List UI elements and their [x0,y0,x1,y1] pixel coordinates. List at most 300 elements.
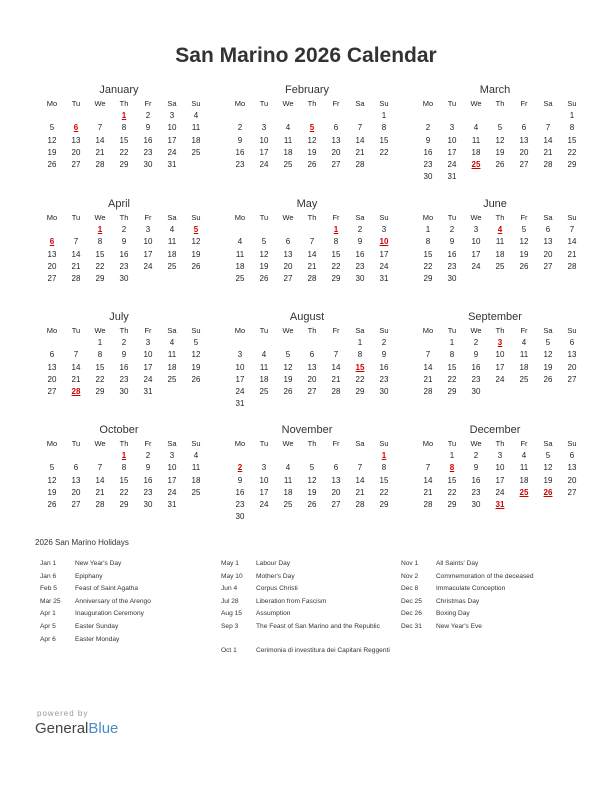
week-row [416,224,584,236]
day-cell: 4 [261,350,267,360]
day-cell: 12 [47,475,57,485]
day-cell: 21 [567,249,577,259]
day-cell: 10 [495,350,505,360]
weekday-label: Tu [71,99,81,108]
weekday-label: Tu [447,99,457,108]
day-cell: 7 [309,237,315,247]
day-cell: 11 [519,463,529,473]
day-cell: 30 [119,273,129,283]
weekday-label: Mo [234,326,246,335]
weekday-label: Sa [355,326,365,335]
holiday-date: Dec 31 [401,622,422,630]
weekday-header [40,325,208,337]
day-cell: 13 [567,350,577,360]
week-row [416,273,584,285]
week-row [40,374,208,386]
week-row [40,487,208,499]
day-cell: 27 [519,159,529,169]
day-cell: 24 [143,261,153,271]
weekday-label: Mo [422,213,434,222]
day-cell [536,499,560,511]
day-cell [512,499,536,511]
day-cell: 9 [121,350,127,360]
day-cell: 30 [447,273,457,283]
day-cell: 9 [425,135,431,145]
weekday-label: Sa [543,439,553,448]
day-cell: 27 [47,273,57,283]
day-cell: 4 [169,225,175,235]
day-cell: 7 [569,225,575,235]
day-cell: 13 [519,135,529,145]
day-cell: 8 [97,237,103,247]
day-cell: 21 [423,487,433,497]
month-name: November [281,424,333,436]
day-cell: 28 [423,499,433,509]
week-row [40,386,208,398]
day-cell: 29 [331,273,341,283]
day-cell: 3 [261,463,267,473]
day-cell: 16 [447,249,457,259]
week-row [228,249,396,261]
day-cell: 23 [355,261,365,271]
day-cell: 16 [235,487,245,497]
day-cell: 6 [545,225,551,235]
day-cell: 14 [423,362,433,372]
month-name: December [469,424,521,436]
day-cell: 14 [543,135,553,145]
holiday-name: Assumption [256,610,291,618]
day-cell: 25 [283,499,293,509]
day-cell: 22 [447,487,457,497]
weekday-label: Sa [167,326,177,335]
day-cell [252,398,276,410]
day-cell: 9 [145,123,151,133]
day-cell: 29 [355,386,365,396]
day-cell: 15 [95,249,105,259]
holiday-date: Nov 1 [401,560,419,567]
day-cell: 31 [235,399,245,409]
holiday-day-cell: 6 [73,123,79,133]
holiday-day-cell: 1 [121,451,127,461]
weekday-header [40,212,208,224]
week-row [228,362,396,374]
day-cell: 22 [423,261,433,271]
day-cell: 22 [95,374,105,384]
holiday-date: Aug 15 [221,610,242,618]
day-cell: 19 [283,374,293,384]
day-cell: 25 [519,374,529,384]
week-row [40,337,208,349]
day-cell: 15 [567,135,577,145]
day-cell: 23 [235,159,245,169]
day-cell: 10 [259,135,269,145]
weekday-label: Sa [543,213,553,222]
weekday-header [416,325,584,337]
day-cell [300,337,324,349]
day-cell [300,398,324,410]
day-cell: 24 [471,261,481,271]
day-cell: 21 [71,374,81,384]
weekday-label: Fr [332,326,340,335]
weekday-header [416,98,584,110]
day-cell: 19 [259,261,269,271]
day-cell: 10 [167,463,177,473]
month-november [228,422,396,523]
day-cell: 31 [167,159,177,169]
week-row [228,374,396,386]
day-cell: 19 [47,147,57,157]
day-cell: 10 [495,463,505,473]
week-row [40,362,208,374]
month-name: September [468,311,522,323]
day-cell: 19 [519,249,529,259]
weekday-label: Tu [447,439,457,448]
holiday-day-cell: 28 [71,386,81,396]
day-cell: 28 [355,159,365,169]
holiday-day-cell: 10 [379,237,389,247]
day-cell: 20 [71,487,81,497]
day-cell: 13 [331,475,341,485]
day-cell [536,386,560,398]
day-cell: 21 [355,147,365,157]
day-cell: 20 [331,487,341,497]
day-cell: 27 [307,386,317,396]
day-cell: 24 [259,499,269,509]
day-cell: 3 [145,338,151,348]
day-cell: 4 [521,338,527,348]
day-cell: 27 [331,499,341,509]
day-cell [324,511,348,523]
weekday-label: Sa [543,326,553,335]
day-cell [276,511,300,523]
day-cell: 7 [425,463,431,473]
day-cell: 26 [307,499,317,509]
day-cell: 23 [471,487,481,497]
day-cell: 30 [143,159,153,169]
weekday-label: Su [191,99,201,108]
holiday-day-cell: 25 [471,159,481,169]
day-cell: 6 [309,350,315,360]
day-cell [464,171,488,183]
weekday-label: Tu [259,326,269,335]
day-cell: 20 [47,374,57,384]
day-cell: 16 [471,475,481,485]
day-cell: 18 [167,362,177,372]
day-cell [464,110,488,122]
day-cell [184,499,208,511]
day-cell: 30 [355,273,365,283]
day-cell: 10 [143,237,153,247]
day-cell: 16 [143,475,153,485]
day-cell: 13 [543,237,553,247]
day-cell: 1 [569,111,575,121]
day-cell: 23 [447,261,457,271]
day-cell: 2 [145,451,151,461]
day-cell: 17 [447,147,457,157]
day-cell: 27 [283,273,293,283]
week-row [416,362,584,374]
weekday-label: We [94,99,106,108]
day-cell: 11 [471,135,481,145]
day-cell: 13 [47,362,57,372]
day-cell: 23 [471,374,481,384]
day-cell: 12 [259,249,269,259]
day-cell: 17 [495,362,505,372]
day-cell [160,386,184,398]
day-cell: 29 [119,159,129,169]
weekday-label: Mo [46,439,58,448]
day-cell: 7 [97,123,103,133]
day-cell: 12 [191,237,201,247]
weekday-label: Tu [447,213,457,222]
day-cell: 10 [259,475,269,485]
month-may [228,196,396,285]
day-cell [184,386,208,398]
day-cell: 6 [49,350,55,360]
weekday-label: Sa [543,99,553,108]
day-cell: 15 [119,475,129,485]
holiday-name: The Feast of San Marino and the Republic [256,622,380,630]
weekday-label: Th [307,439,317,448]
weekday-label: Mo [234,439,246,448]
day-cell: 28 [71,273,81,283]
weekday-header [228,325,396,337]
day-cell: 23 [119,261,129,271]
day-cell [276,337,300,349]
day-cell: 2 [449,225,455,235]
day-cell [276,398,300,410]
day-cell: 16 [119,249,129,259]
day-cell: 12 [47,135,57,145]
day-cell: 8 [357,350,363,360]
week-row [40,499,208,511]
week-row [416,249,584,261]
day-cell: 28 [307,273,317,283]
month-name: May [296,198,318,210]
weekday-label: Fr [520,439,528,448]
holiday-date: Nov 2 [401,572,419,580]
month-february [228,82,396,171]
day-cell: 20 [543,249,553,259]
day-cell: 30 [235,512,245,522]
day-cell [372,511,396,523]
holiday-day-cell: 26 [543,487,553,497]
day-cell [440,110,464,122]
day-cell: 29 [95,273,105,283]
day-cell: 28 [95,499,105,509]
day-cell: 18 [235,261,245,271]
day-cell: 24 [495,487,505,497]
day-cell: 16 [355,249,365,259]
day-cell: 21 [307,261,317,271]
day-cell: 14 [331,362,341,372]
day-cell: 2 [473,338,479,348]
day-cell: 16 [423,147,433,157]
holiday-date: Jan 6 [40,572,57,580]
holiday-day-cell: 5 [193,225,199,235]
day-cell: 22 [119,487,129,497]
holiday-name: Epiphany [75,572,103,580]
weekday-label: Su [567,213,577,222]
holiday-day-cell: 2 [237,463,243,473]
holiday-day-cell: 1 [121,111,127,121]
day-cell: 26 [259,273,269,283]
holiday-date: Feb 5 [40,585,57,593]
weekday-label: We [94,439,106,448]
day-cell: 28 [567,261,577,271]
holiday-date: Apr 5 [40,622,56,630]
day-cell [184,159,208,171]
holiday-name: Corpus Christi [256,585,298,593]
day-cell: 15 [379,475,389,485]
day-cell: 28 [331,386,341,396]
day-cell [64,450,88,462]
day-cell: 23 [143,487,153,497]
holiday-day-cell: 1 [97,225,103,235]
day-cell: 2 [381,338,387,348]
month-name: March [479,84,511,96]
day-cell: 14 [71,249,81,259]
week-row [228,475,396,487]
day-cell: 2 [145,111,151,121]
weekday-label: Fr [144,213,152,222]
day-cell: 30 [379,386,389,396]
day-cell: 24 [167,147,177,157]
day-cell: 3 [145,225,151,235]
day-cell [64,224,88,236]
day-cell: 16 [379,362,389,372]
day-cell: 9 [121,237,127,247]
day-cell: 22 [447,374,457,384]
day-cell [536,171,560,183]
week-row [40,249,208,261]
day-cell: 5 [285,350,291,360]
weekday-label: Sa [355,213,365,222]
day-cell [228,224,252,236]
weekday-label: Th [119,99,129,108]
day-cell [40,110,64,122]
weekday-label: Mo [46,326,58,335]
week-row [416,337,584,349]
day-cell: 18 [283,147,293,157]
holiday-name: All Saints' Day [436,560,479,567]
day-cell: 11 [191,463,201,473]
day-cell: 5 [309,463,315,473]
day-cell: 7 [333,350,339,360]
weekday-label: Fr [144,99,152,108]
day-cell [488,110,512,122]
holiday-name: Easter Monday [75,635,120,643]
day-cell: 1 [449,451,455,461]
weekday-label: Fr [520,213,528,222]
day-cell: 17 [259,487,269,497]
day-cell: 8 [381,123,387,133]
month-name: January [99,84,139,96]
day-cell: 21 [543,147,553,157]
brand-general: General [35,720,89,737]
day-cell [228,450,252,462]
day-cell: 3 [497,451,503,461]
day-cell: 13 [567,463,577,473]
week-row [416,349,584,361]
day-cell: 17 [143,362,153,372]
day-cell [228,110,252,122]
day-cell: 3 [381,225,387,235]
holiday-date: May 10 [221,572,243,580]
day-cell: 29 [423,273,433,283]
month-september [416,309,584,398]
day-cell: 23 [379,374,389,384]
day-cell: 15 [447,475,457,485]
week-row [416,499,584,511]
week-row [40,450,208,462]
day-cell: 6 [333,123,339,133]
day-cell: 1 [425,225,431,235]
week-row [40,224,208,236]
holiday-name: Commemoration of the deceased [436,572,534,580]
weekday-label: Su [191,326,201,335]
day-cell [348,450,372,462]
day-cell: 9 [473,350,479,360]
week-row [228,273,396,285]
week-row [228,236,396,248]
holiday-day-cell: 31 [495,499,505,509]
day-cell [136,273,160,285]
holiday-date: Jun 4 [221,585,238,593]
day-cell: 2 [473,451,479,461]
day-cell: 31 [379,273,389,283]
day-cell: 25 [167,374,177,384]
day-cell: 30 [143,499,153,509]
weekday-header [40,438,208,450]
day-cell: 2 [357,225,363,235]
day-cell: 10 [143,350,153,360]
day-cell: 21 [355,487,365,497]
weekday-label: Th [307,326,317,335]
day-cell [252,224,276,236]
day-cell: 7 [73,350,79,360]
day-cell [40,224,64,236]
day-cell [228,337,252,349]
day-cell [512,386,536,398]
weekday-label: We [94,213,106,222]
week-row [40,122,208,134]
day-cell [324,110,348,122]
day-cell: 5 [521,225,527,235]
weekday-label: Sa [167,99,177,108]
day-cell: 13 [307,362,317,372]
weekday-header [228,212,396,224]
holiday-day-cell: 8 [449,463,455,473]
weekday-label: We [470,326,482,335]
day-cell: 7 [97,463,103,473]
day-cell: 29 [379,499,389,509]
day-cell [488,171,512,183]
day-cell: 7 [357,123,363,133]
brand-logo[interactable] [35,720,118,737]
weekday-label: Mo [46,99,58,108]
day-cell [560,499,584,511]
holiday-date: Apr 1 [40,610,56,618]
day-cell: 31 [167,499,177,509]
day-cell: 10 [167,123,177,133]
day-cell: 16 [235,147,245,157]
day-cell: 25 [283,159,293,169]
weekday-label: Sa [167,213,177,222]
day-cell: 17 [167,475,177,485]
weekday-label: Tu [447,326,457,335]
day-cell: 20 [567,362,577,372]
